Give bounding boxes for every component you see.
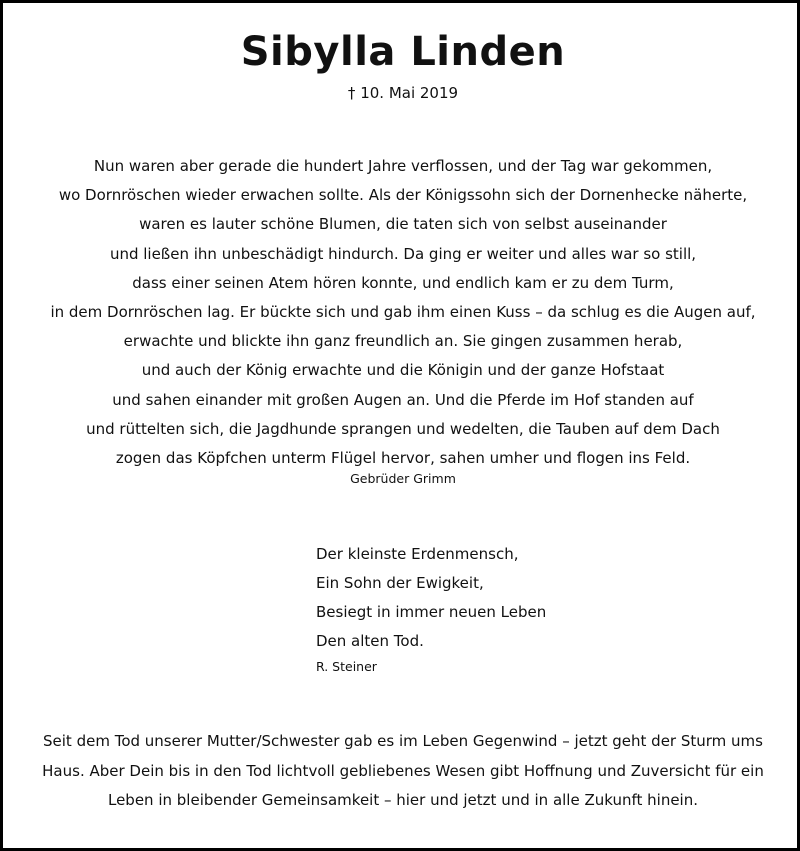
quote-line: dass einer seinen Atem hören konnte, und endlich kam er zu dem Turm, [132, 273, 674, 292]
closing-line: Haus. Aber Dein bis in den Tod lichtvoll gebliebenes Wesen gibt Hoffnung und Zuversicht für ein [42, 761, 764, 780]
verse-line: Der kleinste Erdenmensch, [316, 545, 519, 563]
quote-line: wo Dornröschen wieder erwachen sollte. Als der Königssohn sich der Dornenhecke näherte, [58, 186, 748, 205]
verse-line: Besiegt in immer neuen Leben [316, 603, 547, 621]
quote-line: waren es lauter schöne Blumen, die taten sich von selbst auseinander [139, 215, 667, 234]
quote-line: und rüttelten sich, die Jagdhunde sprangen und wedelten, die Tauben auf dem Dach [86, 419, 720, 438]
deceased-name: Sibylla Linden [240, 29, 566, 75]
quote-line: und ließen ihn unbeschädigt hindurch. Da ging er weiter und alles war so still, [109, 244, 697, 263]
quote-line: zogen das Köpfchen unterm Flügel hervor, sahen umher und flogen ins Feld. [115, 449, 691, 468]
quote-line: in dem Dornröschen lag. Er bückte sich und gab ihm einen Kuss – da schlug es die Augen auf, [50, 303, 756, 322]
quote-line: erwachte und blickte ihn ganz freundlich an. Sie gingen zusammen herab, [123, 332, 683, 351]
quote-line: Nun waren aber gerade die hundert Jahre verflossen, und der Tag war gekommen, [93, 157, 713, 175]
grimm-quote [3, 152, 800, 473]
steiner-verse [316, 540, 546, 656]
steiner-author: R. Steiner [316, 659, 377, 674]
grimm-author: Gebrüder Grimm [350, 471, 456, 486]
closing-text [3, 727, 800, 816]
verse-line: Ein Sohn der Ewigkeit, [316, 574, 484, 592]
quote-line: und sahen einander mit großen Augen an. Und die Pferde im Hof standen auf [112, 390, 694, 409]
death-date: † 10. Mai 2019 [347, 84, 459, 102]
quote-line: und auch der König erwachte und die Königin und der ganze Hofstaat [141, 361, 665, 380]
verse-line: Den alten Tod. [316, 632, 424, 650]
closing-line: Leben in bleibender Gemeinsamkeit – hier und jetzt und in alle Zukunft hinein. [107, 791, 699, 809]
closing-line: Seit dem Tod unserer Mutter/Schwester gab es im Leben Gegenwind – jetzt geht der Sturm ums [43, 732, 763, 750]
